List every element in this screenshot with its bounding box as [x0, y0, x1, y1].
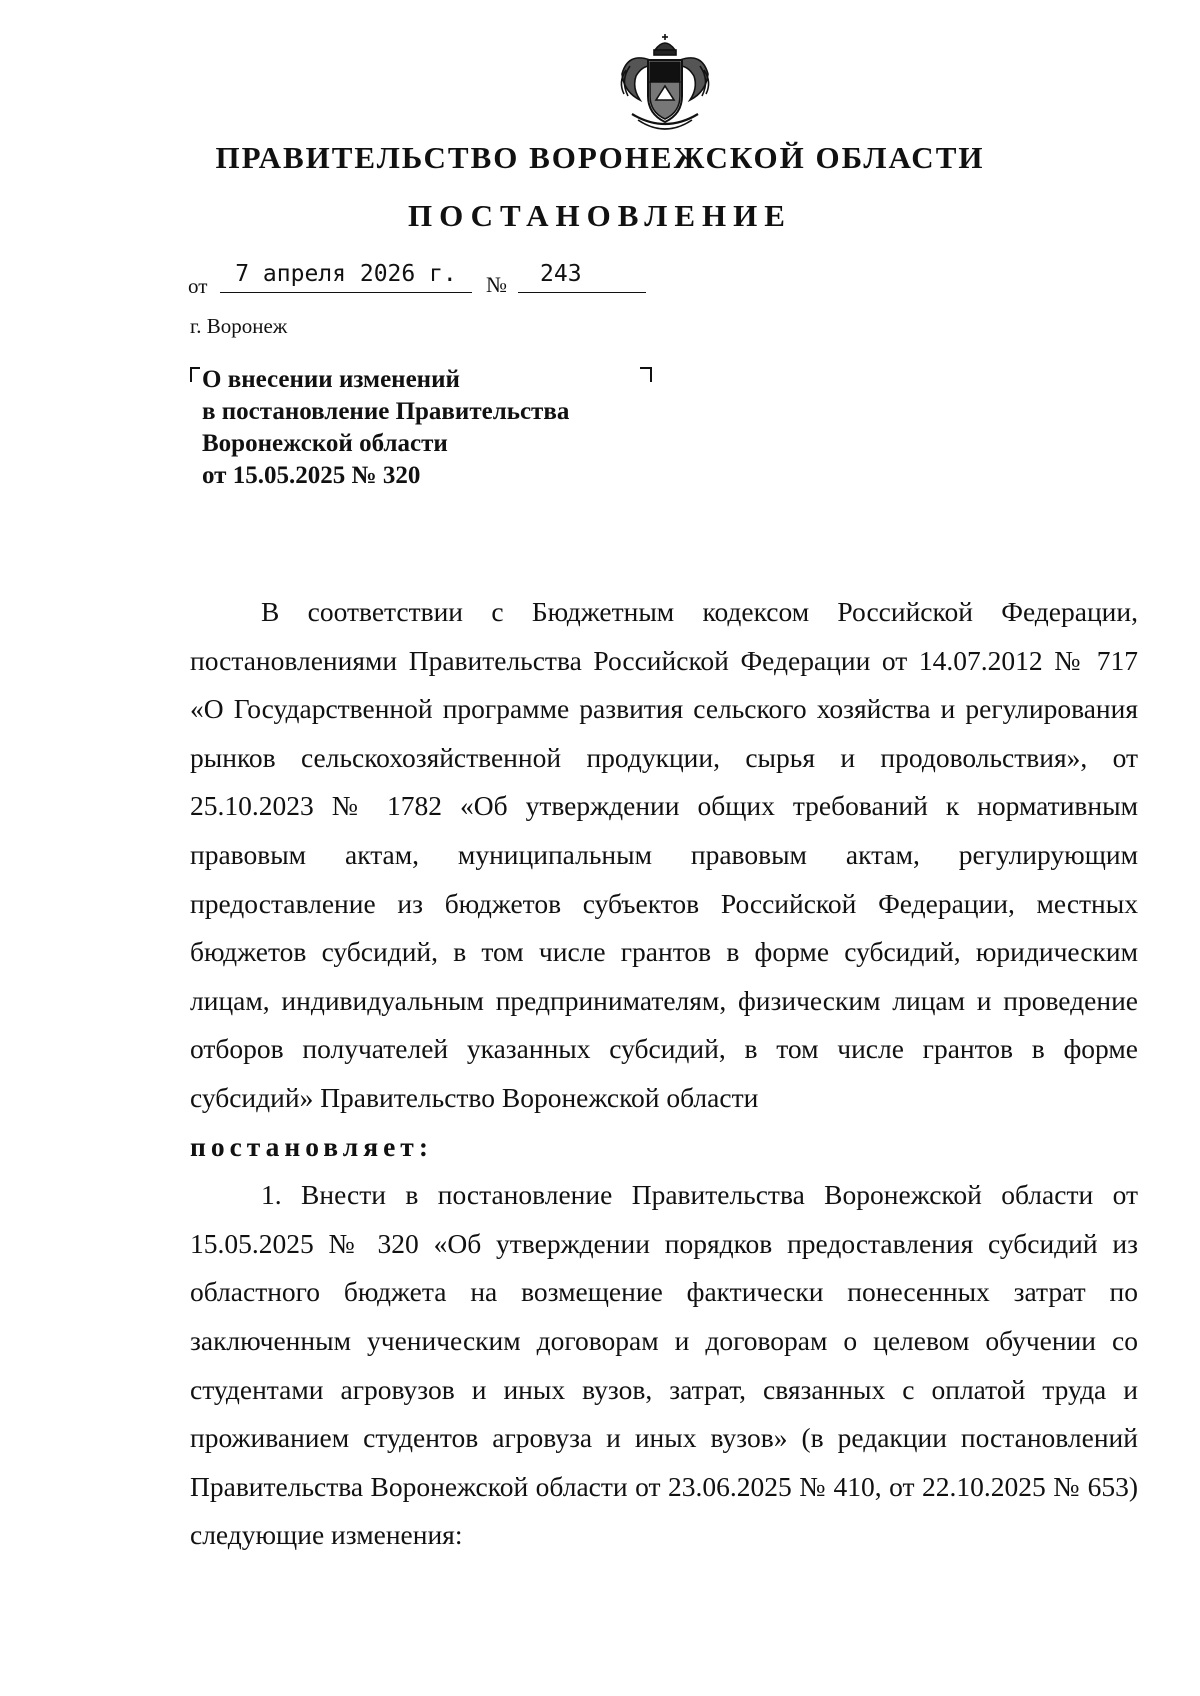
subject-line: О внесении изменений	[202, 366, 460, 393]
document-number: 243	[518, 258, 646, 293]
preamble-paragraph: В соответствии с Бюджетным кодексом Российской Федерации, постановлениями Правительства Российской Федерации от 14.07.2012 № 717 «О Государственной программе развития сельского хозяйства и регулирования рынков сельскохозяйственной продукции, сырья и продовольствия», от 25.10.2023 № 1782 «Об утверждении общих требований к нормативным правовым актам, муниципальным правовым актам, регулирующим предоставление из бюджетов субъектов Российской Федерации, местных бюджетов субсидий, в том числе грантов в форме субсидий, юридическим лицам, индивидуальным предпринимателям, физическим лицам и проведение отборов получателей указанных субсидий, в том числе грантов в форме субсидий» Правительство Воронежской области	[190, 596, 1138, 1113]
document-type: ПОСТАНОВЛЕНИЕ	[408, 198, 792, 233]
date-number-line	[188, 258, 668, 298]
subject-bracket-right	[640, 367, 652, 382]
organization-title: ПРАВИТЕЛЬСТВО ВОРОНЕЖСКОЙ ОБЛАСТИ	[215, 140, 985, 175]
coat-of-arms-icon	[610, 30, 720, 140]
resolves-word: постановляет:	[190, 1130, 433, 1162]
number-sign: №	[486, 272, 507, 297]
subject-bracket-left	[190, 367, 200, 382]
subject-line: в постановление Правительства	[202, 398, 570, 425]
city: г. Воронеж	[190, 314, 288, 338]
subject-line: Воронежской области	[202, 430, 448, 457]
date-prefix: от	[188, 274, 208, 298]
document-body	[190, 588, 1138, 1560]
subject-line: от 15.05.2025 № 320	[202, 462, 421, 489]
document-subject	[202, 364, 569, 492]
document-date: 7 апреля 2026 г.	[220, 258, 472, 293]
item-1-paragraph: 1. Внести в постановление Правительства Воронежской области от 15.05.2025 № 320 «Об утверждении порядков предоставления субсидий из областного бюджета на возмещение фактически понесенных затрат по заключенным ученическим договорам и договорам о целевом обучении со студентами агровузов и иных вузов, затрат, связанных с оплатой труда и проживанием студентов агровуза и иных вузов» (в редакции постановлений Правительства Воронежской области от 23.06.2025 № 410, от 22.10.2025 № 653) следующие изменения:	[190, 1179, 1138, 1551]
